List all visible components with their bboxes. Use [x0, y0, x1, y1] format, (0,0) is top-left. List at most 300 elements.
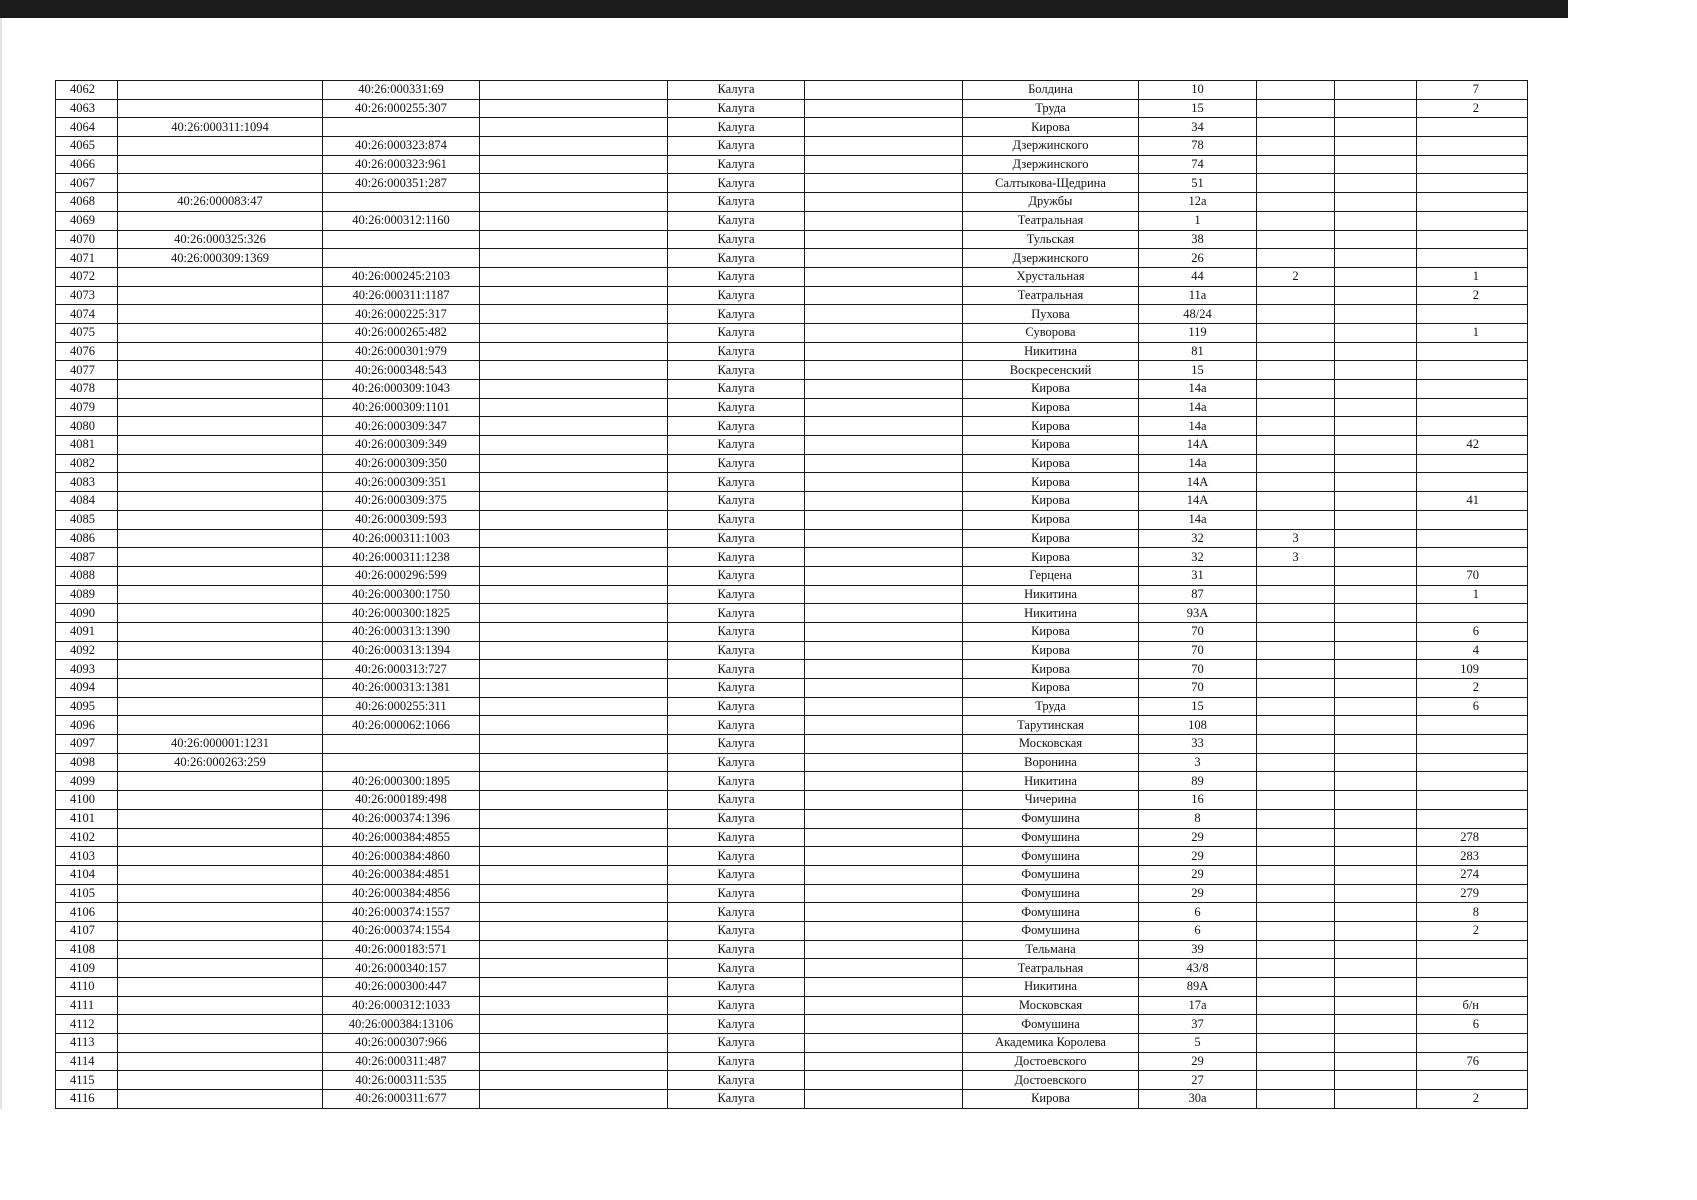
empty-cell — [480, 548, 668, 567]
apartment-cell — [1417, 454, 1528, 473]
city-cell: Калуга — [668, 809, 805, 828]
house-cell: 16 — [1139, 791, 1257, 810]
empty-cell — [480, 1090, 668, 1109]
city-cell: Калуга — [668, 211, 805, 230]
street-cell: Театральная — [963, 286, 1139, 305]
empty-cell — [480, 398, 668, 417]
empty-cell — [805, 585, 963, 604]
cadastral-land-cell — [118, 697, 323, 716]
building-cell — [1257, 510, 1335, 529]
empty-cell — [1335, 585, 1417, 604]
row-number: 4107 — [56, 921, 118, 940]
cadastral-land-cell — [118, 884, 323, 903]
street-cell: Кирова — [963, 641, 1139, 660]
house-cell: 14а — [1139, 398, 1257, 417]
table-row — [56, 361, 1528, 380]
house-cell: 3 — [1139, 753, 1257, 772]
city-cell: Калуга — [668, 99, 805, 118]
house-cell: 15 — [1139, 697, 1257, 716]
cadastral-land-cell — [118, 454, 323, 473]
apartment-cell: 4 — [1417, 641, 1528, 660]
house-cell: 119 — [1139, 323, 1257, 342]
city-cell: Калуга — [668, 735, 805, 754]
apartment-cell: б/н — [1417, 996, 1528, 1015]
row-number: 4073 — [56, 286, 118, 305]
apartment-cell — [1417, 791, 1528, 810]
city-cell: Калуга — [668, 1071, 805, 1090]
table-row — [56, 529, 1528, 548]
empty-cell — [1335, 622, 1417, 641]
house-cell: 5 — [1139, 1034, 1257, 1053]
street-cell: Хрустальная — [963, 267, 1139, 286]
cadastral-building-cell: 40:26:000296:599 — [323, 566, 480, 585]
empty-cell — [1335, 267, 1417, 286]
empty-cell — [1335, 884, 1417, 903]
house-cell: 14А — [1139, 492, 1257, 511]
city-cell: Калуга — [668, 566, 805, 585]
building-cell — [1257, 417, 1335, 436]
city-cell: Калуга — [668, 323, 805, 342]
cadastral-building-cell — [323, 753, 480, 772]
empty-cell — [805, 473, 963, 492]
cadastral-building-cell: 40:26:000384:13106 — [323, 1015, 480, 1034]
empty-cell — [1335, 996, 1417, 1015]
table-row — [56, 697, 1528, 716]
house-cell: 30а — [1139, 1090, 1257, 1109]
building-cell — [1257, 99, 1335, 118]
apartment-cell — [1417, 753, 1528, 772]
empty-cell — [805, 1052, 963, 1071]
city-cell: Калуга — [668, 959, 805, 978]
street-cell: Фомушина — [963, 828, 1139, 847]
street-cell: Фомушина — [963, 865, 1139, 884]
empty-cell — [805, 865, 963, 884]
cadastral-land-cell: 40:26:000263:259 — [118, 753, 323, 772]
empty-cell — [480, 716, 668, 735]
cadastral-land-cell — [118, 361, 323, 380]
city-cell: Калуга — [668, 249, 805, 268]
empty-cell — [805, 847, 963, 866]
cadastral-land-cell — [118, 847, 323, 866]
building-cell — [1257, 380, 1335, 399]
empty-cell — [805, 791, 963, 810]
empty-cell — [805, 735, 963, 754]
table-row — [56, 454, 1528, 473]
empty-cell — [1335, 791, 1417, 810]
apartment-cell: 42 — [1417, 436, 1528, 455]
building-cell — [1257, 753, 1335, 772]
apartment-cell: 279 — [1417, 884, 1528, 903]
empty-cell — [1335, 940, 1417, 959]
cadastral-building-cell: 40:26:000309:1101 — [323, 398, 480, 417]
table-row — [56, 772, 1528, 791]
cadastral-building-cell: 40:26:000340:157 — [323, 959, 480, 978]
empty-cell — [480, 267, 668, 286]
empty-cell — [1335, 454, 1417, 473]
cadastral-building-cell: 40:26:000323:874 — [323, 137, 480, 156]
cadastral-land-cell — [118, 679, 323, 698]
building-cell — [1257, 174, 1335, 193]
street-cell: Фомушина — [963, 809, 1139, 828]
table-row — [56, 436, 1528, 455]
street-cell: Кирова — [963, 398, 1139, 417]
building-cell: 3 — [1257, 548, 1335, 567]
building-cell — [1257, 641, 1335, 660]
empty-cell — [1335, 903, 1417, 922]
table-row — [56, 884, 1528, 903]
empty-cell — [480, 865, 668, 884]
city-cell: Калуга — [668, 641, 805, 660]
empty-cell — [805, 417, 963, 436]
empty-cell — [805, 193, 963, 212]
empty-cell — [805, 978, 963, 997]
apartment-cell — [1417, 249, 1528, 268]
cadastral-building-cell: 40:26:000183:571 — [323, 940, 480, 959]
table-row — [56, 286, 1528, 305]
row-number: 4112 — [56, 1015, 118, 1034]
city-cell: Калуга — [668, 1090, 805, 1109]
row-number: 4101 — [56, 809, 118, 828]
apartment-cell: 6 — [1417, 1015, 1528, 1034]
apartment-cell — [1417, 193, 1528, 212]
empty-cell — [1335, 137, 1417, 156]
empty-cell — [1335, 342, 1417, 361]
row-number: 4063 — [56, 99, 118, 118]
empty-cell — [805, 454, 963, 473]
apartment-cell — [1417, 604, 1528, 623]
cadastral-land-cell — [118, 548, 323, 567]
table-row — [56, 492, 1528, 511]
empty-cell — [480, 1015, 668, 1034]
table-row — [56, 604, 1528, 623]
city-cell: Калуга — [668, 286, 805, 305]
apartment-cell: 7 — [1417, 81, 1528, 100]
empty-cell — [1335, 417, 1417, 436]
building-cell — [1257, 193, 1335, 212]
row-number: 4076 — [56, 342, 118, 361]
cadastral-building-cell: 40:26:000384:4851 — [323, 865, 480, 884]
empty-cell — [480, 492, 668, 511]
cadastral-land-cell — [118, 211, 323, 230]
empty-cell — [805, 716, 963, 735]
building-cell — [1257, 81, 1335, 100]
street-cell: Кирова — [963, 436, 1139, 455]
house-cell: 29 — [1139, 865, 1257, 884]
row-number: 4071 — [56, 249, 118, 268]
building-cell — [1257, 492, 1335, 511]
empty-cell — [480, 622, 668, 641]
building-cell — [1257, 772, 1335, 791]
empty-cell — [805, 828, 963, 847]
street-cell: Московская — [963, 735, 1139, 754]
empty-cell — [480, 1071, 668, 1090]
street-cell: Воскресенский — [963, 361, 1139, 380]
empty-cell — [805, 641, 963, 660]
house-cell: 89 — [1139, 772, 1257, 791]
street-cell: Кирова — [963, 679, 1139, 698]
row-number: 4082 — [56, 454, 118, 473]
empty-cell — [480, 361, 668, 380]
city-cell: Калуга — [668, 921, 805, 940]
table-row — [56, 847, 1528, 866]
building-cell — [1257, 791, 1335, 810]
cadastral-land-cell — [118, 1034, 323, 1053]
cadastral-building-cell: 40:26:000300:1750 — [323, 585, 480, 604]
row-number: 4113 — [56, 1034, 118, 1053]
street-cell: Кирова — [963, 1090, 1139, 1109]
row-number: 4069 — [56, 211, 118, 230]
cadastral-land-cell — [118, 828, 323, 847]
empty-cell — [805, 361, 963, 380]
street-cell: Герцена — [963, 566, 1139, 585]
empty-cell — [1335, 193, 1417, 212]
cadastral-land-cell — [118, 809, 323, 828]
empty-cell — [805, 305, 963, 324]
city-cell: Калуга — [668, 996, 805, 1015]
house-cell: 10 — [1139, 81, 1257, 100]
house-cell: 14А — [1139, 473, 1257, 492]
empty-cell — [1335, 99, 1417, 118]
city-cell: Калуга — [668, 510, 805, 529]
row-number: 4086 — [56, 529, 118, 548]
empty-cell — [480, 193, 668, 212]
empty-cell — [1335, 660, 1417, 679]
street-cell: Кирова — [963, 529, 1139, 548]
house-cell: 108 — [1139, 716, 1257, 735]
street-cell: Кирова — [963, 417, 1139, 436]
cadastral-land-cell — [118, 342, 323, 361]
table-row — [56, 1015, 1528, 1034]
empty-cell — [480, 959, 668, 978]
house-cell: 89А — [1139, 978, 1257, 997]
cadastral-building-cell: 40:26:000312:1033 — [323, 996, 480, 1015]
building-cell — [1257, 697, 1335, 716]
empty-cell — [805, 1034, 963, 1053]
empty-cell — [480, 828, 668, 847]
cadastral-building-cell: 40:26:000384:4855 — [323, 828, 480, 847]
house-cell: 12а — [1139, 193, 1257, 212]
empty-cell — [805, 81, 963, 100]
house-cell: 6 — [1139, 921, 1257, 940]
empty-cell — [805, 548, 963, 567]
house-cell: 38 — [1139, 230, 1257, 249]
empty-cell — [1335, 398, 1417, 417]
cadastral-building-cell: 40:26:000307:966 — [323, 1034, 480, 1053]
city-cell: Калуга — [668, 529, 805, 548]
cadastral-land-cell — [118, 716, 323, 735]
row-number: 4079 — [56, 398, 118, 417]
street-cell: Труда — [963, 697, 1139, 716]
empty-cell — [805, 772, 963, 791]
cadastral-building-cell: 40:26:000309:375 — [323, 492, 480, 511]
row-number: 4096 — [56, 716, 118, 735]
apartment-cell — [1417, 772, 1528, 791]
building-cell — [1257, 604, 1335, 623]
empty-cell — [480, 604, 668, 623]
empty-cell — [1335, 772, 1417, 791]
empty-cell — [805, 1071, 963, 1090]
cadastral-land-cell — [118, 604, 323, 623]
house-cell: 87 — [1139, 585, 1257, 604]
row-number: 4085 — [56, 510, 118, 529]
table-row — [56, 735, 1528, 754]
cadastral-land-cell — [118, 921, 323, 940]
apartment-cell: 1 — [1417, 585, 1528, 604]
apartment-cell — [1417, 155, 1528, 174]
empty-cell — [480, 753, 668, 772]
table-row — [56, 622, 1528, 641]
table-row — [56, 174, 1528, 193]
empty-cell — [805, 996, 963, 1015]
empty-cell — [480, 809, 668, 828]
row-number: 4115 — [56, 1071, 118, 1090]
empty-cell — [1335, 230, 1417, 249]
empty-cell — [805, 211, 963, 230]
empty-cell — [1335, 828, 1417, 847]
cadastral-land-cell — [118, 865, 323, 884]
empty-cell — [480, 791, 668, 810]
apartment-cell: 1 — [1417, 267, 1528, 286]
row-number: 4094 — [56, 679, 118, 698]
building-cell — [1257, 230, 1335, 249]
empty-cell — [805, 492, 963, 511]
cadastral-building-cell: 40:26:000313:1381 — [323, 679, 480, 698]
row-number: 4114 — [56, 1052, 118, 1071]
cadastral-land-cell — [118, 1015, 323, 1034]
empty-cell — [805, 323, 963, 342]
empty-cell — [480, 118, 668, 137]
row-number: 4091 — [56, 622, 118, 641]
empty-cell — [480, 1052, 668, 1071]
building-cell — [1257, 342, 1335, 361]
cadastral-land-cell — [118, 566, 323, 585]
city-cell: Калуга — [668, 716, 805, 735]
street-cell: Никитина — [963, 772, 1139, 791]
empty-cell — [1335, 566, 1417, 585]
street-cell: Фомушина — [963, 903, 1139, 922]
street-cell: Тельмана — [963, 940, 1139, 959]
empty-cell — [805, 679, 963, 698]
city-cell: Калуга — [668, 454, 805, 473]
table-row — [56, 585, 1528, 604]
apartment-cell — [1417, 342, 1528, 361]
row-number: 4068 — [56, 193, 118, 212]
cadastral-building-cell: 40:26:000245:2103 — [323, 267, 480, 286]
street-cell: Воронина — [963, 753, 1139, 772]
house-cell: 29 — [1139, 884, 1257, 903]
empty-cell — [1335, 529, 1417, 548]
city-cell: Калуга — [668, 81, 805, 100]
city-cell: Калуга — [668, 473, 805, 492]
row-number: 4103 — [56, 847, 118, 866]
cadastral-land-cell — [118, 1071, 323, 1090]
empty-cell — [805, 940, 963, 959]
empty-cell — [480, 679, 668, 698]
house-cell: 70 — [1139, 660, 1257, 679]
empty-cell — [1335, 492, 1417, 511]
house-cell: 32 — [1139, 529, 1257, 548]
row-number: 4089 — [56, 585, 118, 604]
empty-cell — [480, 884, 668, 903]
table-row — [56, 865, 1528, 884]
empty-cell — [480, 772, 668, 791]
empty-cell — [480, 417, 668, 436]
cadastral-land-cell — [118, 641, 323, 660]
apartment-cell — [1417, 380, 1528, 399]
row-number: 4065 — [56, 137, 118, 156]
empty-cell — [480, 735, 668, 754]
table-row — [56, 903, 1528, 922]
house-cell: 31 — [1139, 566, 1257, 585]
apartment-cell — [1417, 230, 1528, 249]
row-number: 4099 — [56, 772, 118, 791]
building-cell — [1257, 679, 1335, 698]
cadastral-building-cell: 40:26:000323:961 — [323, 155, 480, 174]
building-cell — [1257, 1034, 1335, 1053]
city-cell: Калуга — [668, 118, 805, 137]
building-cell — [1257, 1090, 1335, 1109]
cadastral-land-cell — [118, 510, 323, 529]
row-number: 4090 — [56, 604, 118, 623]
row-number: 4106 — [56, 903, 118, 922]
row-number: 4062 — [56, 81, 118, 100]
cadastral-land-cell — [118, 585, 323, 604]
city-cell: Калуга — [668, 436, 805, 455]
cadastral-land-cell — [118, 286, 323, 305]
building-cell — [1257, 921, 1335, 940]
empty-cell — [480, 903, 668, 922]
house-cell: 14а — [1139, 510, 1257, 529]
table-row — [56, 230, 1528, 249]
building-cell — [1257, 566, 1335, 585]
street-cell: Кирова — [963, 510, 1139, 529]
cadastral-building-cell: 40:26:000348:543 — [323, 361, 480, 380]
street-cell: Достоевского — [963, 1071, 1139, 1090]
house-cell: 6 — [1139, 903, 1257, 922]
cadastral-building-cell — [323, 230, 480, 249]
row-number: 4108 — [56, 940, 118, 959]
register-body — [56, 81, 1528, 1109]
cadastral-building-cell — [323, 118, 480, 137]
empty-cell — [805, 959, 963, 978]
empty-cell — [480, 473, 668, 492]
scan-top-border — [0, 0, 1568, 18]
cadastral-building-cell: 40:26:000311:1003 — [323, 529, 480, 548]
house-cell: 70 — [1139, 622, 1257, 641]
city-cell: Калуга — [668, 417, 805, 436]
cadastral-building-cell: 40:26:000313:1394 — [323, 641, 480, 660]
house-cell: 32 — [1139, 548, 1257, 567]
city-cell: Калуга — [668, 828, 805, 847]
building-cell — [1257, 828, 1335, 847]
street-cell: Театральная — [963, 959, 1139, 978]
cadastral-building-cell: 40:26:000384:4860 — [323, 847, 480, 866]
cadastral-land-cell — [118, 99, 323, 118]
apartment-cell — [1417, 137, 1528, 156]
row-number: 4110 — [56, 978, 118, 997]
cadastral-land-cell — [118, 417, 323, 436]
house-cell: 78 — [1139, 137, 1257, 156]
house-cell: 43/8 — [1139, 959, 1257, 978]
row-number: 4083 — [56, 473, 118, 492]
empty-cell — [805, 884, 963, 903]
city-cell: Калуга — [668, 791, 805, 810]
apartment-cell: 8 — [1417, 903, 1528, 922]
empty-cell — [480, 155, 668, 174]
building-cell — [1257, 940, 1335, 959]
empty-cell — [1335, 697, 1417, 716]
cadastral-building-cell — [323, 249, 480, 268]
